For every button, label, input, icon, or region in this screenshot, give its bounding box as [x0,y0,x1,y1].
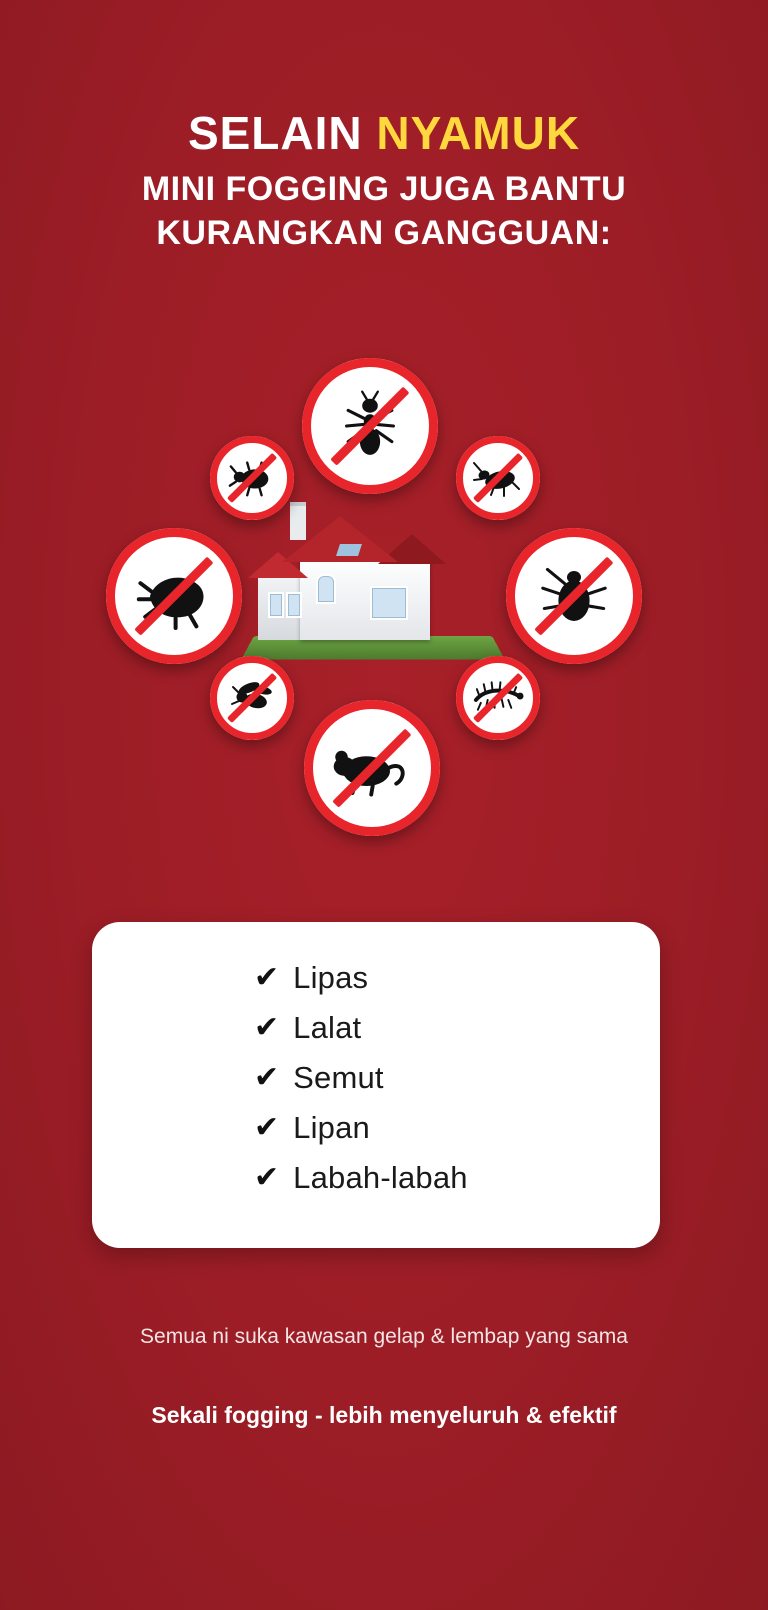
headline-highlight: NYAMUK [376,107,581,159]
list-item-label: Semut [293,1060,384,1095]
check-icon: ✔ [254,1161,280,1194]
list-item [92,960,660,996]
list-item [92,1060,660,1096]
no-cockroach-icon [456,436,540,520]
window-small-2 [286,592,302,618]
list-item [92,1110,660,1146]
list-item-label: Labah-labah [293,1160,468,1195]
no-flea-icon [106,528,242,664]
no-centipede-icon [456,656,540,740]
no-ant-icon [302,358,438,494]
headline-block [0,107,768,260]
list-item-label: Lipan [293,1110,370,1145]
window-large [370,586,408,620]
list-item [92,1010,660,1046]
headline-line-3: KURANGKAN GANGGUAN: [156,214,612,252]
no-tick-icon [506,528,642,664]
pest-illustration [64,340,704,870]
list-item-label: Lalat [293,1010,362,1045]
headline-prefix: SELAIN [187,107,377,159]
check-icon: ✔ [254,1011,280,1044]
check-icon: ✔ [254,1111,280,1144]
pest-list [92,960,660,1210]
no-bedbug-icon [210,436,294,520]
list-item [92,1160,660,1196]
dormer-window [336,544,362,556]
headline-line-2: MINI FOGGING JUGA BANTU [141,170,627,208]
no-rat-icon [304,700,440,836]
check-icon: ✔ [254,961,280,994]
headline-line-1 [0,107,768,159]
footer-tagline: Sekali fogging - lebih menyeluruh & efektif [151,1402,617,1428]
window-small-1 [268,592,284,618]
no-fly-icon [210,656,294,740]
window-arched [316,574,336,604]
house-illustration [242,500,502,675]
pest-list-card [92,922,660,1248]
list-item-label: Lipas [293,960,369,995]
footer-note: Semua ni suka kawasan gelap & lembap yang sama [140,1325,628,1348]
check-icon: ✔ [254,1061,280,1094]
